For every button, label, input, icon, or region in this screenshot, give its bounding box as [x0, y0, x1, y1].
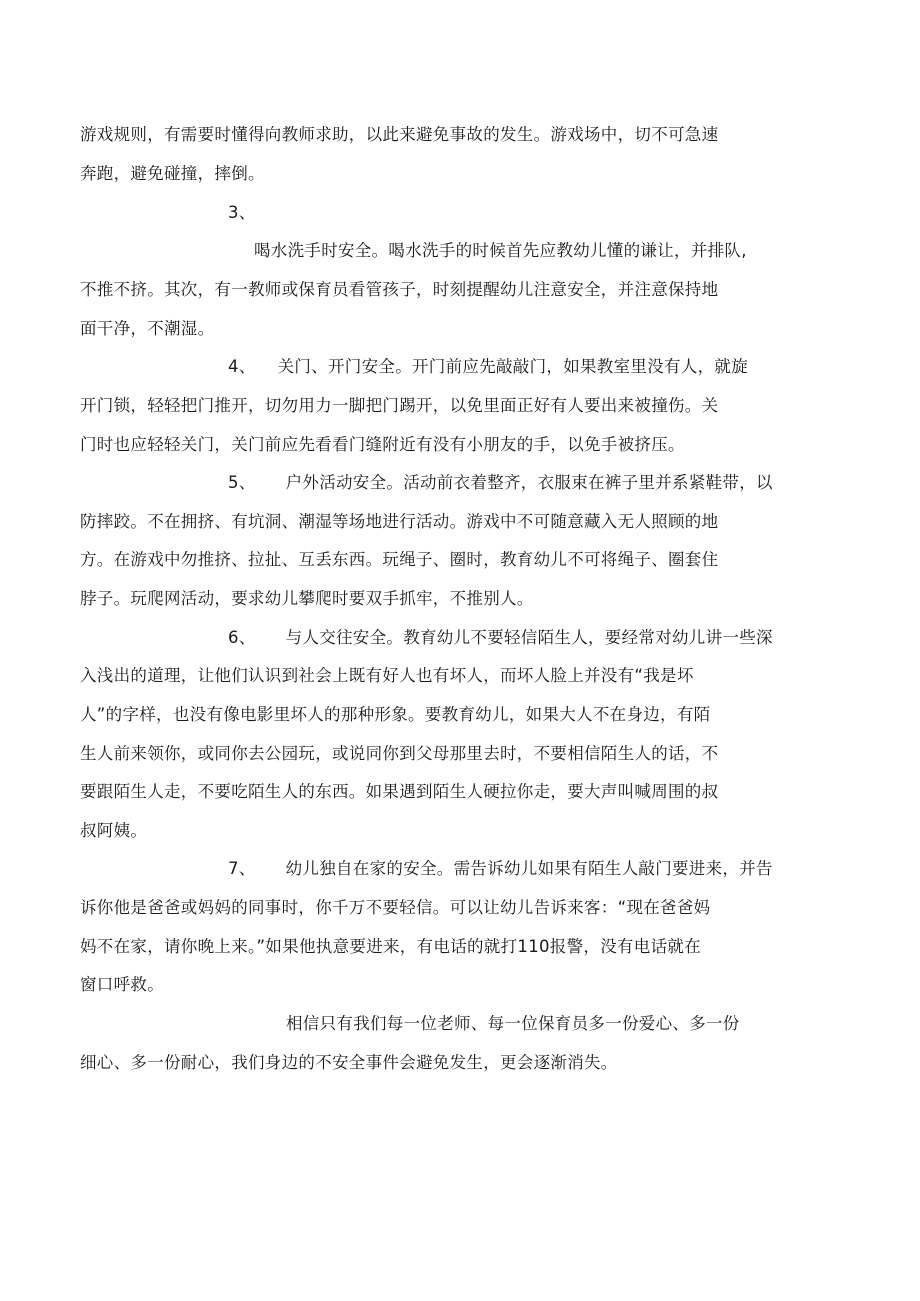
item-4-line-1: 关门、开门安全。开门前应先敲敲门，如果教室里没有人，就旋 [277, 357, 749, 376]
item-6-line-4: 生人前来领你，或同你去公园玩，或说同你到父母那里去时，不要相信陌生人的话，不 [80, 744, 719, 763]
item-3-line-2: 不推不挤。其次，有一教师或保育员看管孩子，时刻提醒幼儿注意安全，并注意保持地 [80, 280, 719, 299]
item-7-first-line [228, 858, 773, 880]
item-6-first-line [228, 627, 773, 649]
item-6-line-3: 人”的字样，也没有像电影里坏人的那种形象。要教育幼儿，如果大人不在身边，有陌 [80, 705, 711, 724]
item-4-line-3: 门时也应轻轻关门，关门前应先看看门缝附近有没有小朋友的手，以免手被挤压。 [80, 435, 685, 454]
item-4-line-2: 开门锁，轻轻把门推开，切勿用力一脚把门踢开，以免里面正好有人要出来被撞伤。关 [80, 396, 719, 415]
item-5-line-4: 脖子。玩爬网活动，要求幼儿攀爬时要双手抓牢，不推别人。 [80, 589, 534, 608]
item-4-number: 4、 [228, 357, 256, 376]
item-6-line-1: 与人交往安全。教育幼儿不要轻信陌生人，要经常对幼儿讲一些深 [285, 628, 773, 647]
closing-line-1: 相信只有我们每一位老师、每一位保育员多一份爱心、多一份 [286, 1014, 740, 1033]
item-5-line-1: 户外活动安全。活动前衣着整齐，衣服束在裤子里并系紧鞋带，以 [285, 473, 773, 492]
item-6-line-2: 入浅出的道理，让他们认识到社会上既有好人也有坏人，而坏人脸上并没有“我是坏 [80, 666, 694, 685]
item-5-number: 5、 [228, 473, 256, 492]
item-6-line-5: 要跟陌生人走，不要吃陌生人的东西。如果遇到陌生人硬拉你走，要大声叫喊周围的叔 [80, 782, 719, 801]
intro-line-1: 游戏规则，有需要时懂得向教师求助，以此来避免事故的发生。游戏场中，切不可急速 [80, 125, 719, 144]
item-4-first-line [228, 356, 748, 378]
item-7-line-2: 诉你他是爸爸或妈妈的同事时，你千万不要轻信。可以让幼儿告诉来客：“现在爸爸妈 [80, 898, 711, 917]
item-3-line-3: 面干净，不潮湿。 [80, 319, 215, 338]
intro-line-2: 奔跑，避免碰撞，摔倒。 [80, 164, 265, 183]
item-7-line-4: 窗口呼救。 [80, 975, 164, 994]
item-7-line-3: 妈不在家，请你晚上来。”如果他执意要进来，有电话的就打110报警，没有电话就在 [80, 937, 701, 956]
item-7-number: 7、 [228, 859, 256, 878]
item-5-first-line [228, 472, 773, 494]
item-6-line-6: 叔阿姨。 [80, 821, 148, 840]
item-5-line-3: 方。在游戏中勿推挤、拉扯、互丢东西。玩绳子、圈时，教育幼儿不可将绳子、圈套住 [80, 550, 719, 569]
item-5-line-2: 防摔跤。不在拥挤、有坑洞、潮湿等场地进行活动。游戏中不可随意藏入无人照顾的地 [80, 512, 719, 531]
item-6-number: 6、 [228, 628, 256, 647]
closing-line-2: 细心、多一份耐心，我们身边的不安全事件会避免发生，更会逐渐消失。 [80, 1053, 618, 1072]
item-3-number: 3、 [228, 203, 256, 222]
item-7-line-1: 幼儿独自在家的安全。需告诉幼儿如果有陌生人敲门要进来，并告 [285, 859, 773, 878]
item-3-line-1: 喝水洗手时安全。喝水洗手的时候首先应教幼儿懂的谦让，并排队, [254, 241, 747, 260]
